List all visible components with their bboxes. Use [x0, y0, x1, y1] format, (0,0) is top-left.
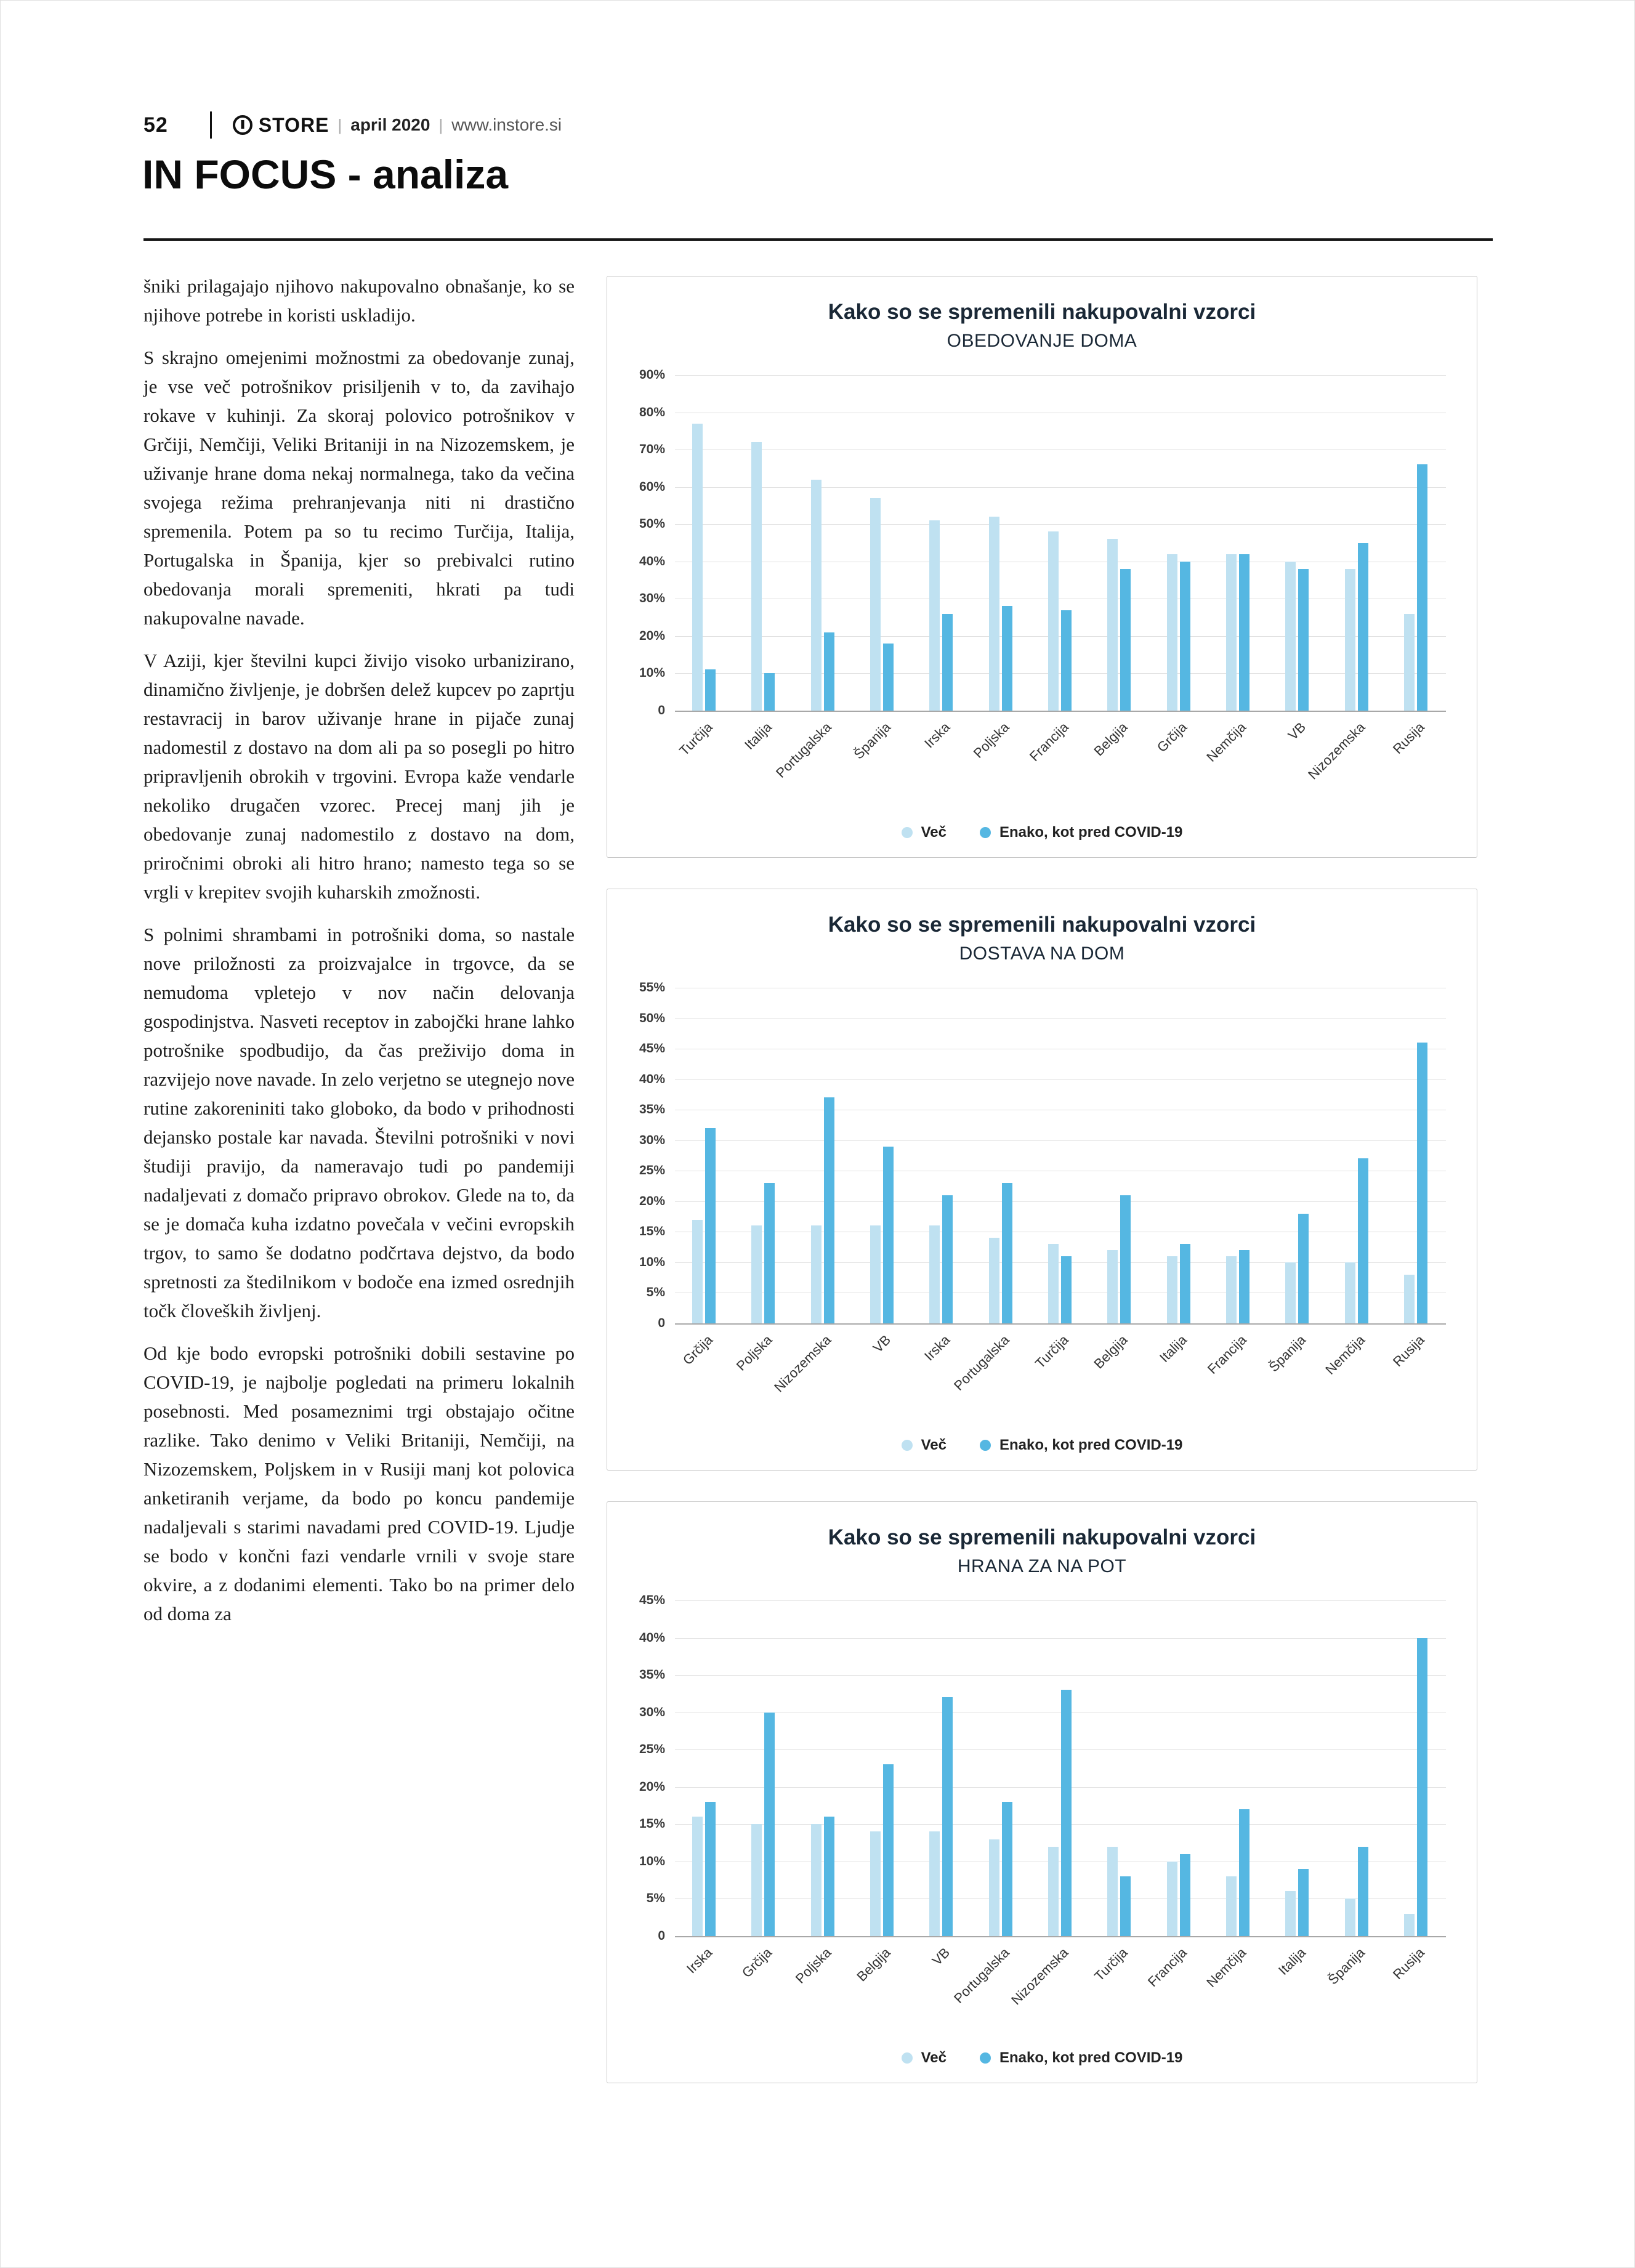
y-tick-label: 5%	[646, 1285, 665, 1300]
bar-enako	[942, 1697, 953, 1936]
bar-vec	[1285, 562, 1296, 711]
bar-vec	[811, 1824, 822, 1936]
x-category-label: Poljska	[970, 719, 1012, 761]
bar-vec	[929, 1831, 940, 1936]
paragraph: Od kje bodo evropski potrošniki dobili sestavine po COVID-19, je najbolje pogledati na primeru lokalnih posebnosti. Med posameznimi trgi obstajajo očitne razlike. Tako denimo v Veliki Britaniji, Nemčiji, na Nizozemskem, Poljskem in v Rusiji manj kot polovica anketiranih verjame, da bodo po koncu pandemije nadaljevali s starimi navadami pred COVID-19. Ljudje se bodo v končni fazi vendarle vrnili v svoje stare okvire, a z dodanimi elementi. Tako bo na primer delo od doma za	[143, 1342, 575, 1624]
y-tick-label: 15%	[639, 1817, 665, 1831]
x-category-label: VB	[929, 1945, 953, 1969]
x-category-label: Portugalska	[950, 1945, 1012, 2006]
legend-label-vec: Več	[921, 2049, 947, 2066]
x-category-label: Portugalska	[772, 719, 834, 781]
legend-label-enako: Enako, kot pred COVID-19	[999, 824, 1183, 841]
gridline	[675, 1600, 1446, 1601]
bar-vec	[1226, 1876, 1237, 1936]
x-category-label: Rusija	[1389, 1945, 1427, 1982]
x-category-label: Portugalska	[950, 1332, 1012, 1394]
legend-label-enako: Enako, kot pred COVID-19	[999, 2049, 1183, 2066]
legend-dot-enako	[980, 2052, 991, 2064]
x-axis-baseline	[675, 1323, 1446, 1325]
legend-dot-vec	[902, 1440, 913, 1451]
bar-enako	[1180, 1854, 1190, 1936]
y-tick-label: 30%	[639, 591, 665, 606]
y-tick-label: 25%	[639, 1163, 665, 1178]
y-tick-label: 60%	[639, 479, 665, 494]
y-tick-label: 15%	[639, 1224, 665, 1239]
bar-enako	[1180, 562, 1190, 711]
bar-enako	[1120, 569, 1131, 711]
paragraph: S polnimi shrambami in potrošniki doma, so nastale nove priložnosti za proizvajalce in trgovce, da se nemudoma vpletejo v nov način delovanja gospodinjstva. Nasveti receptov in zabojčki hrane lahko potrošnike spodbudijo, da čas preživijo doma in razvijejo nove navade. In zelo verjetno se utegnejo nove rutine zakoreniniti tako globoko, da bodo v prihodnosti dejansko postale kar navada. Številni potrošniki v novi študiji pravijo, da nameravajo tudi po pandemiji nadaljevati z domačo pripravo obrokov. Glede na to, da se je domača kuha izdatno povečala v večini evropskih trgov, to samo še dodatno podčrtava dejstvo, da bodo spretnosti za štedilnikom v bodoče ena izmed osrednjih točk človeških življenj.	[143, 924, 575, 1322]
legend-label-vec: Več	[921, 1437, 947, 1453]
bar-enako	[1417, 1638, 1427, 1936]
chart-plot-area	[639, 368, 1446, 783]
bar-enako	[1298, 1869, 1309, 1936]
x-category-label: Nizozemska	[771, 1332, 834, 1395]
header-separator: |	[337, 115, 342, 134]
bar-enako	[1298, 1214, 1309, 1323]
x-category-label: Španija	[1266, 1332, 1309, 1375]
gridline	[675, 524, 1446, 525]
bar-enako	[705, 1128, 716, 1323]
x-category-label: Turčija	[676, 719, 716, 759]
header-divider	[210, 111, 212, 139]
bar-enako	[1239, 1809, 1249, 1936]
bar-enako	[1002, 1183, 1012, 1323]
y-tick-label: 40%	[639, 1071, 665, 1086]
gridline	[675, 1675, 1446, 1676]
bar-vec	[811, 1225, 822, 1323]
chart-legend	[607, 824, 1477, 841]
bar-vec	[870, 1831, 881, 1936]
y-tick-label: 50%	[639, 1011, 665, 1025]
brand-name: STORE	[258, 113, 329, 136]
x-category-label: Nizozemska	[1008, 1945, 1072, 2008]
bar-enako	[1298, 569, 1309, 711]
y-tick-label: 0	[658, 1316, 665, 1330]
paragraph: S skrajno omejenimi možnostmi za obedovanje zunaj, je vse več potrošnikov prisiljenih v to, da zavihajo rokave v kuhinji. Za skoraj polovico potrošnikov v Grčiji, Nemčiji, Veliki Britaniji in na Nizozemskem, je uživanje hrane doma nekaj normalnega, tako da večina svojega režima prehranjevanja niti ni drastično spremenila. Potem pa so tu recimo Turčija, Italija, Portugalska in Španija, kjer so prebivalci rutino obedovanja morali spremeniti, hkrati pa tudi nakupovalne navade.	[143, 347, 575, 629]
y-tick-label: 45%	[639, 1593, 665, 1607]
paragraph: V Aziji, kjer številni kupci živijo visoko urbanizirano, dinamično življenje, je dobršen delež kupcev po zaprtju restavracij in barov uživanje hrane in pijače zunaj nadomestil z dostavo na dom ali pa so posegli po hitro pripravljenih obrokih v trgovini. Evropa kaže vendarle nekoliko drugačen vzorec. Precej manj jih je obedovanje zunaj nadomestilo z dostavo na dom, priročnimi obroki ali hitro hrano; namesto tega so se vrgli v krepitev svojih kuharskih zmožnosti.	[143, 650, 575, 903]
y-tick-label: 55%	[639, 980, 665, 995]
y-tick-label: 0	[658, 1929, 665, 1943]
x-category-label: Rusija	[1389, 719, 1427, 757]
bar-enako	[883, 1147, 894, 1323]
x-category-label: Nemčija	[1203, 719, 1249, 765]
bar-vec	[692, 1220, 703, 1323]
x-category-label: Belgija	[1091, 1332, 1131, 1372]
x-axis-baseline	[675, 711, 1446, 712]
gridline	[675, 636, 1446, 637]
x-category-label: VB	[870, 1332, 894, 1356]
x-category-label: Grčija	[738, 1945, 775, 1981]
y-tick-label: 35%	[639, 1668, 665, 1682]
bar-vec	[989, 517, 999, 711]
y-tick-label: 5%	[646, 1891, 665, 1906]
bar-enako	[1417, 464, 1427, 711]
x-category-label: VB	[1285, 719, 1309, 743]
page-header	[143, 109, 562, 141]
bar-enako	[705, 669, 716, 711]
x-category-label: Belgija	[854, 1945, 894, 1985]
bar-enako	[824, 1097, 834, 1323]
gridline	[675, 1201, 1446, 1202]
bar-vec	[751, 1824, 762, 1936]
chart-subtitle: HRANA ZA NA POT	[957, 1556, 1127, 1576]
x-category-label: Nemčija	[1322, 1332, 1368, 1378]
bar-enako	[883, 644, 894, 711]
bar-vec	[929, 1225, 940, 1323]
chart-title: Kako so se spremenili nakupovalni vzorci	[828, 300, 1256, 324]
bar-enako	[1061, 610, 1072, 711]
bar-enako	[1358, 1158, 1368, 1323]
y-tick-label: 40%	[639, 554, 665, 568]
bar-enako	[1061, 1256, 1072, 1323]
x-category-label: Španija	[1325, 1945, 1368, 1988]
bar-vec	[870, 1225, 881, 1323]
bar-vec	[1285, 1262, 1296, 1323]
gridline	[675, 673, 1446, 674]
website-url: www.instore.si	[451, 115, 562, 134]
bar-enako	[883, 1764, 894, 1936]
x-category-label: Francija	[1204, 1332, 1249, 1378]
x-category-label: Italija	[1157, 1332, 1190, 1365]
bar-enako	[1002, 606, 1012, 711]
bar-enako	[1239, 1250, 1249, 1323]
instore-logo-icon	[233, 115, 252, 135]
chart-plot-area	[639, 980, 1446, 1395]
bar-vec	[929, 520, 940, 711]
y-tick-label: 30%	[639, 1705, 665, 1719]
gridline	[675, 1262, 1446, 1263]
gridline	[675, 1749, 1446, 1750]
x-category-label: Turčija	[1091, 1945, 1131, 1984]
title-rule	[143, 238, 1493, 241]
gridline	[675, 1787, 1446, 1788]
bar-vec	[1404, 1275, 1415, 1323]
x-category-label: Francija	[1145, 1945, 1190, 1990]
x-axis-baseline	[675, 1936, 1446, 1937]
bar-vec	[1048, 531, 1059, 711]
bar-vec	[1345, 1262, 1355, 1323]
bar-vec	[1404, 614, 1415, 711]
chart-box-dostava-na-dom	[607, 889, 1477, 1471]
bar-enako	[824, 632, 834, 711]
bar-vec	[692, 424, 703, 711]
x-category-label: Poljska	[733, 1332, 775, 1374]
gridline	[675, 1638, 1446, 1639]
bar-vec	[1107, 1250, 1118, 1323]
bar-vec	[989, 1839, 999, 1936]
bar-enako	[1180, 1244, 1190, 1323]
y-tick-label: 10%	[639, 1854, 665, 1868]
y-tick-label: 20%	[639, 1193, 665, 1208]
y-tick-label: 20%	[639, 628, 665, 643]
x-category-label: Italija	[741, 719, 775, 753]
x-category-label: Španija	[850, 719, 894, 762]
bar-enako	[1002, 1802, 1012, 1936]
legend-dot-vec	[902, 2052, 913, 2064]
y-tick-label: 20%	[639, 1779, 665, 1794]
chart-subtitle: DOSTAVA NA DOM	[959, 943, 1125, 964]
bar-enako	[1239, 554, 1249, 711]
y-tick-label: 80%	[639, 405, 665, 419]
gridline	[675, 1140, 1446, 1141]
legend-dot-enako	[980, 1440, 991, 1451]
bar-vec	[1167, 1256, 1177, 1323]
bar-enako	[705, 1802, 716, 1936]
bar-vec	[870, 498, 881, 711]
article-text	[143, 272, 575, 1642]
bar-vec	[1048, 1244, 1059, 1323]
issue-date: april 2020	[350, 115, 430, 134]
bar-vec	[751, 442, 762, 711]
y-tick-label: 30%	[639, 1132, 665, 1147]
bar-enako	[1120, 1876, 1131, 1936]
gridline	[675, 375, 1446, 376]
bar-vec	[1345, 569, 1355, 711]
y-tick-label: 10%	[639, 666, 665, 680]
y-tick-label: 45%	[639, 1041, 665, 1056]
bar-vec	[1404, 1914, 1415, 1936]
bar-enako	[1358, 1847, 1368, 1936]
x-category-label: Irska	[684, 1945, 716, 1977]
bar-vec	[751, 1225, 762, 1323]
bar-vec	[1226, 1256, 1237, 1323]
y-tick-label: 35%	[639, 1102, 665, 1117]
x-category-label: Irska	[921, 719, 953, 751]
x-category-label: Poljska	[792, 1945, 834, 1987]
chart-subtitle: OBEDOVANJE DOMA	[947, 331, 1137, 351]
x-category-label: Turčija	[1031, 1332, 1072, 1371]
page-number: 52	[143, 113, 168, 137]
chart-title: Kako so se spremenili nakupovalni vzorci	[828, 1525, 1256, 1549]
x-category-label: Nizozemska	[1304, 719, 1368, 783]
x-category-label: Irska	[921, 1332, 953, 1364]
x-category-label: Grčija	[679, 1332, 716, 1368]
bar-enako	[1417, 1043, 1427, 1323]
legend-label-enako: Enako, kot pred COVID-19	[999, 1437, 1183, 1453]
x-category-label: Francija	[1026, 719, 1072, 765]
bar-vec	[1226, 554, 1237, 711]
y-tick-label: 25%	[639, 1742, 665, 1757]
bar-enako	[942, 614, 953, 711]
chart-box-obedovanje-doma	[607, 276, 1477, 858]
bar-vec	[1107, 1847, 1118, 1936]
bar-vec	[989, 1238, 999, 1323]
bar-enako	[764, 673, 775, 711]
bar-vec	[1345, 1899, 1355, 1936]
bar-enako	[764, 1713, 775, 1936]
legend-label-vec: Več	[921, 824, 947, 841]
paragraph: šniki prilagajajo njihovo nakupovalno obnašanje, ko se njihove potrebe in koristi uskladijo.	[143, 275, 575, 326]
bar-vec	[1285, 1891, 1296, 1936]
chart-title: Kako so se spremenili nakupovalni vzorci	[828, 913, 1256, 937]
y-tick-label: 50%	[639, 517, 665, 531]
bar-vec	[1167, 1862, 1177, 1936]
chart-plot-area	[639, 1593, 1446, 2008]
x-category-label: Italija	[1275, 1945, 1309, 1978]
gridline	[675, 1824, 1446, 1825]
x-category-label: Belgija	[1091, 719, 1131, 759]
y-tick-label: 40%	[639, 1630, 665, 1645]
bar-enako	[1358, 543, 1368, 711]
y-tick-label: 10%	[639, 1254, 665, 1269]
x-category-label: Nemčija	[1203, 1945, 1249, 1990]
bar-vec	[692, 1817, 703, 1936]
x-category-label: Rusija	[1389, 1332, 1427, 1370]
section-title: IN FOCUS - analiza	[142, 151, 509, 197]
bar-vec	[1107, 539, 1118, 711]
y-tick-label: 0	[658, 703, 665, 717]
chart-legend	[607, 1437, 1477, 1454]
bar-vec	[1167, 554, 1177, 711]
gridline	[675, 487, 1446, 488]
y-tick-label: 70%	[639, 442, 665, 457]
bar-vec	[1048, 1847, 1059, 1936]
x-category-label: Grčija	[1153, 719, 1190, 756]
bar-enako	[1061, 1690, 1072, 1936]
bar-enako	[942, 1195, 953, 1323]
y-tick-label: 90%	[639, 368, 665, 382]
bar-vec	[811, 480, 822, 711]
legend-dot-vec	[902, 827, 913, 838]
legend-dot-enako	[980, 827, 991, 838]
bar-enako	[764, 1183, 775, 1323]
chart-box-hrana-za-na-pot	[607, 1501, 1477, 2083]
bar-enako	[824, 1817, 834, 1936]
chart-legend	[607, 2049, 1477, 2067]
header-separator: |	[438, 115, 443, 134]
bar-enako	[1120, 1195, 1131, 1323]
